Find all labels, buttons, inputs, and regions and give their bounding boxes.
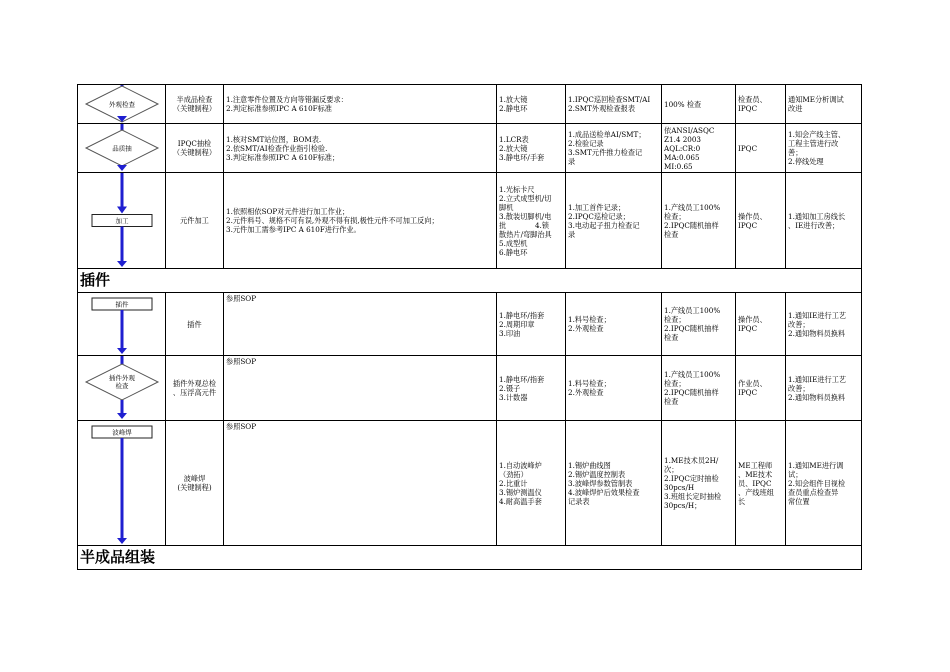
responsible-line: ME工程师: [738, 460, 773, 470]
frequency-line: 检查；: [664, 379, 686, 388]
flowchart-cell: [78, 173, 166, 269]
responsible-line: 作业员、: [738, 379, 767, 388]
responsible-line: 检查员、: [738, 95, 767, 104]
flowchart-cell-graphic: [78, 124, 166, 172]
tools-cell: [497, 173, 566, 269]
responsible-cell: [736, 85, 786, 124]
records-cell: [566, 356, 662, 421]
tools-line: 脚机: [499, 202, 514, 212]
records-cell: [566, 293, 662, 356]
requirement-line: 3.元件加工需参考IPC A 610F进行作业。: [226, 225, 361, 234]
records-line: 2.检验记录: [568, 139, 604, 148]
abnormal-line: 善；: [788, 148, 803, 157]
responsible-cell: [736, 173, 786, 269]
requirement-line: 参照SOP: [226, 357, 257, 366]
tools-line: 3.锡炉测温仪: [499, 487, 542, 497]
abnormal-line: 2.停线处理: [788, 157, 824, 166]
frequency-line: 检查: [664, 333, 679, 342]
frequency-line: Z1.4 2003: [664, 134, 702, 144]
responsible-line: 操作员、: [738, 315, 767, 324]
flow-node-label: 插件: [115, 300, 129, 309]
flowchart-cell: [78, 356, 166, 421]
frequency-line: AQL:CR:0: [664, 143, 701, 153]
section-plugin: [78, 269, 862, 293]
abnormal-line: 常位置: [788, 496, 810, 506]
step-line: 、压浮高元件: [172, 388, 217, 397]
records-cell: [566, 421, 662, 546]
step-line: IPQC抽检: [177, 139, 212, 148]
abnormal-cell: [786, 293, 862, 356]
process-control-table: [77, 84, 862, 570]
requirement-cell: [224, 85, 497, 124]
frequency-line: 2.IPQC随机抽样: [664, 388, 719, 397]
frequency-line: 1.ME技术员2H/: [664, 456, 719, 465]
abnormal-line: 通知ME分析调试: [788, 95, 844, 104]
abnormal-cell: [786, 356, 862, 421]
flowchart-cell: [78, 421, 166, 546]
abnormal-line: 1.通知IE进行工艺: [788, 310, 847, 320]
tools-line: 6.静电环: [499, 247, 528, 257]
tools-line: 3.计数器: [499, 392, 528, 402]
abnormal-line: 1.通知IE进行工艺: [788, 374, 847, 384]
step-line: 波峰焊: [183, 474, 206, 483]
frequency-line: 1.产线员工100%: [664, 306, 721, 315]
frequency-line: 30pcs/H: [664, 483, 695, 492]
flowchart-cell-graphic: [78, 293, 166, 355]
responsible-cell: [736, 421, 786, 546]
requirement-line: 参照SOP: [226, 294, 257, 303]
step-cell: [166, 293, 224, 356]
requirement-line: 2.元件料号、规格不可有误,外观不得有损,极性元件不可加工反向；: [226, 216, 439, 225]
step-cell: [166, 173, 224, 269]
responsible-line: 、产线班组: [738, 487, 774, 497]
records-line: 2.SMT外观检查报表: [568, 104, 636, 113]
records-line: 录: [568, 157, 576, 166]
records-line: 录: [568, 229, 576, 239]
abnormal-line: 改进: [788, 104, 803, 113]
tools-line: 散热片/弯脚治具: [499, 229, 552, 239]
frequency-line: 100% 检查: [664, 99, 702, 109]
records-line: 1.料号检查；: [568, 315, 611, 324]
frequency-line: 2.IPQC定时抽检: [664, 474, 719, 483]
records-cell: [566, 173, 662, 269]
process-row: [78, 293, 862, 356]
step-cell: [166, 356, 224, 421]
requirement-line: 2.判定标准参照IPC A 610F标准: [226, 104, 332, 113]
frequency-line: 2.IPQC随机抽样: [664, 220, 719, 230]
step-cell: [166, 421, 224, 546]
flow-node-label: 外观检查: [109, 100, 135, 109]
abnormal-line: 改善；: [788, 383, 810, 393]
step-line: （关键制程）: [172, 104, 217, 113]
tools-line: 3.静电环/手套: [499, 152, 545, 162]
requirement-line: 1.核对SMT站位图，BOM表.: [226, 134, 322, 144]
step-line: 插件: [187, 319, 202, 329]
flow-node-label: 加工: [115, 216, 129, 225]
flow-node-label: 品质抽: [112, 144, 132, 153]
responsible-line: 员、IPQC: [738, 478, 772, 488]
tools-line: 1.自动波峰炉: [499, 460, 542, 470]
frequency-line: 1.产线员工100%: [664, 202, 721, 212]
frequency-line: 检查；: [664, 315, 686, 324]
requirement-line: 参照SOP: [226, 422, 257, 431]
frequency-cell: [662, 124, 736, 173]
tools-line: 1.静电环/指套: [499, 310, 545, 320]
abnormal-line: 试；: [788, 469, 803, 479]
abnormal-cell: [786, 124, 862, 173]
flowchart-cell-graphic: [78, 356, 166, 420]
process-row: [78, 356, 862, 421]
tools-line: 批 4.锁: [499, 220, 549, 230]
tools-line: （劲拓）: [499, 469, 528, 479]
flowchart-cell-graphic: [78, 421, 166, 545]
responsible-cell: [736, 356, 786, 421]
frequency-line: MA:0.065: [664, 152, 700, 162]
requirement-cell: [224, 173, 497, 269]
responsible-line: IPQC: [738, 324, 758, 333]
abnormal-line: 1.通知加工房线长: [788, 211, 846, 221]
frequency-line: 2.IPQC随机抽样: [664, 324, 719, 333]
tools-line: 2.比重计: [499, 478, 528, 488]
records-cell: [566, 124, 662, 173]
frequency-line: 1.产线员工100%: [664, 370, 721, 379]
frequency-cell: [662, 85, 736, 124]
abnormal-cell: [786, 421, 862, 546]
records-line: 1.锡炉曲线图: [568, 460, 611, 470]
responsible-line: 、ME技术: [738, 469, 773, 479]
tools-line: 4.耐高温手套: [499, 496, 542, 506]
process-control-page: [77, 84, 861, 570]
tools-line: 1.放大镜: [499, 95, 528, 104]
frequency-cell: [662, 421, 736, 546]
responsible-cell: [736, 124, 786, 173]
requirement-cell: [224, 293, 497, 356]
frequency-line: MI:0.65: [664, 161, 693, 171]
tools-line: 3.散装切脚机/电: [499, 211, 552, 221]
tools-line: 1.光标卡尺: [499, 184, 535, 194]
frequency-line: 30pcs/H；: [664, 501, 702, 510]
responsible-line: 长: [738, 496, 746, 506]
section-assembly: [78, 546, 862, 570]
frequency-line: 依ANSI/ASQC: [664, 125, 715, 135]
abnormal-cell: [786, 173, 862, 269]
step-line: 元件加工: [180, 216, 209, 225]
flowchart-cell: [78, 124, 166, 173]
frequency-cell: [662, 356, 736, 421]
tools-cell: [497, 421, 566, 546]
records-cell: [566, 85, 662, 124]
abnormal-line: 1.通知ME进行调: [788, 460, 844, 470]
step-line: (关键制程): [177, 483, 212, 492]
frequency-line: 检查；: [664, 211, 686, 221]
requirement-line: 3.判定标准参照IPC A 610F标准；: [226, 152, 340, 162]
responsible-line: IPQC: [738, 388, 758, 397]
abnormal-line: 工程主管进行改: [788, 139, 839, 148]
frequency-cell: [662, 173, 736, 269]
frequency-line: 检查: [664, 397, 679, 406]
records-line: 1.料号检查；: [568, 379, 611, 388]
frequency-line: 3.班组长定时抽检: [664, 492, 722, 501]
responsible-line: 操作员、: [738, 211, 767, 221]
records-line: 4.波峰焊炉后效果检查: [568, 487, 640, 497]
tools-line: 2.周期印章: [499, 319, 535, 329]
tools-cell: [497, 85, 566, 124]
tools-cell: [497, 124, 566, 173]
flow-arrowhead: [117, 348, 127, 354]
flow-node-label: 插件外观检查: [109, 374, 135, 390]
records-line: 2.IPQC巡检记录；: [568, 211, 630, 221]
tools-line: 2.静电环: [499, 104, 528, 113]
step-line: 插件外观总检: [172, 379, 217, 388]
tools-line: 1.LCR表: [499, 134, 529, 144]
frequency-line: 检查: [664, 229, 679, 239]
step-line: 半成品检查: [176, 95, 213, 104]
responsible-line: IPQC: [738, 104, 758, 113]
flowchart-cell: [78, 85, 166, 124]
step-line: （关键制程）: [172, 148, 217, 157]
tools-cell: [497, 293, 566, 356]
process-row: [78, 124, 862, 173]
abnormal-cell: [786, 85, 862, 124]
tools-line: 3.印油: [499, 328, 521, 338]
flow-arrowhead: [117, 538, 127, 544]
abnormal-line: 1.知会产线主管、: [788, 130, 846, 139]
records-line: 2.锡炉温度控制表: [568, 469, 626, 479]
process-row: [78, 85, 862, 124]
abnormal-line: 2.通知物料员换料: [788, 328, 846, 338]
process-row: [78, 173, 862, 269]
requirement-line: 1.注意零件位置及方向等错漏反要求：: [226, 95, 348, 104]
records-line: 3.SMT元件推力检查记: [568, 148, 643, 157]
requirement-cell: [224, 124, 497, 173]
tools-line: 5.成型机: [499, 238, 528, 248]
flowchart-cell-graphic: [78, 85, 166, 123]
frequency-line: 次；: [664, 465, 679, 474]
frequency-cell: [662, 293, 736, 356]
records-line: 2.外观检查: [568, 324, 604, 333]
responsible-line: IPQC: [738, 143, 758, 153]
records-line: 3.波峰焊参数管制表: [568, 478, 633, 488]
records-line: 1.IPQC巡回检查SMT/AI: [568, 95, 651, 104]
records-line: 1.加工首件记录；: [568, 202, 626, 212]
responsible-line: IPQC: [738, 220, 758, 230]
records-line: 3.电动起子扭力检查记: [568, 220, 640, 230]
flowchart-cell: [78, 293, 166, 356]
records-line: 记录表: [568, 496, 590, 506]
requirement-line: 1.依照相依SOP对元件进行加工作业；: [226, 207, 350, 216]
records-line: 2.外观检查: [568, 388, 604, 397]
step-cell: [166, 124, 224, 173]
section-plugin-heading: 插件: [78, 269, 862, 293]
requirement-cell: [224, 421, 497, 546]
tools-line: 1.静电环/指套: [499, 374, 545, 384]
flow-arrowhead: [117, 413, 127, 419]
tools-line: 2.镊子: [499, 383, 521, 393]
tools-cell: [497, 356, 566, 421]
records-line: 1.成品送检单AI/SMT；: [568, 130, 646, 139]
abnormal-line: 、IE进行改善；: [788, 220, 840, 230]
flowchart-cell-graphic: [78, 173, 166, 268]
abnormal-line: 改善；: [788, 319, 810, 329]
flow-node-label: 波峰焊: [112, 428, 132, 437]
flow-arrowhead: [117, 165, 127, 171]
abnormal-line: 查员重点检查异: [788, 487, 839, 497]
flow-arrowhead: [117, 261, 127, 267]
flow-arrowhead: [117, 207, 127, 214]
requirement-line: 2.依SMT/AI检查作业指引检验.: [226, 143, 328, 153]
responsible-cell: [736, 293, 786, 356]
tools-line: 2.放大镜: [499, 143, 528, 153]
step-cell: [166, 85, 224, 124]
tools-line: 2.立式成型机/切: [499, 193, 552, 203]
section-assembly-heading: 半成品组装: [78, 546, 862, 570]
abnormal-line: 2.通知物料员换料: [788, 392, 846, 402]
process-row: [78, 421, 862, 546]
abnormal-line: 2.知会组件目视检: [788, 478, 846, 488]
requirement-cell: [224, 356, 497, 421]
